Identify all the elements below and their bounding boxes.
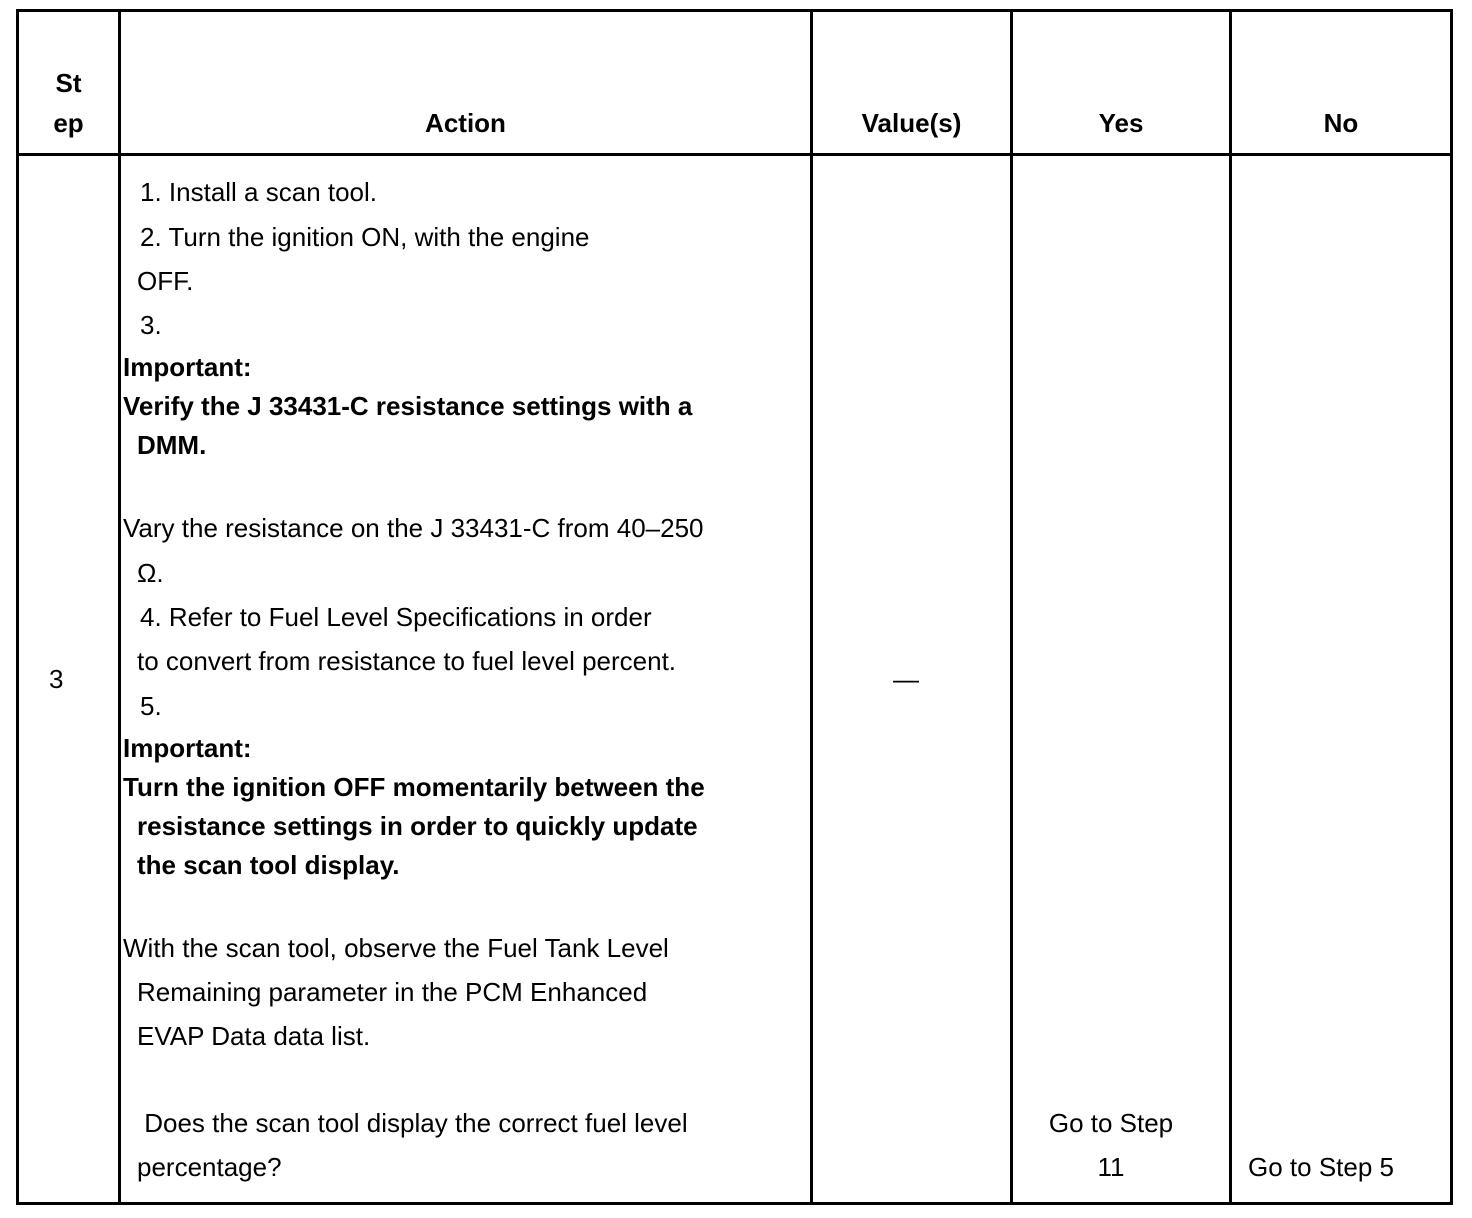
yes-link-line2: 11 <box>1097 1152 1125 1182</box>
action-item-3-number: 3. <box>140 310 162 340</box>
header-values: Value(s) <box>861 108 962 138</box>
action-observe-cont: EVAP Data data list. <box>137 1021 371 1051</box>
important-label: Important: <box>123 733 252 763</box>
important-note-1-cont: DMM. <box>137 430 207 460</box>
action-vary-resistance: Vary the resistance on the J 33431-C from 40–250 <box>123 513 704 543</box>
important-label: Important: <box>123 352 252 382</box>
important-note-2-cont: resistance settings in order to quickly update <box>137 811 698 841</box>
step-number: 3 <box>49 664 64 694</box>
action-vary-resistance-cont: Ω. <box>137 558 164 588</box>
column-divider <box>118 9 121 1205</box>
action-item-2-cont: OFF. <box>137 266 194 296</box>
action-item-4-cont: to convert from resistance to fuel level percent. <box>137 646 677 676</box>
important-note-1: Verify the J 33431-C resistance settings with a <box>123 391 693 421</box>
no-link: Go to Step 5 <box>1248 1152 1394 1182</box>
action-item-4: 4. Refer to Fuel Level Specifications in order <box>140 602 652 632</box>
action-question: Does the scan tool display the correct fuel level <box>137 1108 688 1138</box>
header-action: Action <box>425 108 506 138</box>
header-divider <box>16 153 1453 156</box>
important-note-2: Turn the ignition OFF momentarily between the <box>123 772 705 802</box>
action-question-cont: percentage? <box>137 1152 282 1182</box>
header-step-line1: St <box>55 68 82 98</box>
column-divider <box>1010 9 1013 1205</box>
important-note-2-cont: the scan tool display. <box>137 850 400 880</box>
column-divider <box>1229 9 1232 1205</box>
action-item-2: 2. Turn the ignition ON, with the engine <box>140 222 590 252</box>
action-item-1: 1. Install a scan tool. <box>140 177 378 207</box>
header-yes: Yes <box>1098 108 1144 138</box>
action-item-5-number: 5. <box>140 691 162 721</box>
action-observe-cont: Remaining parameter in the PCM Enhanced <box>137 977 648 1007</box>
value-cell: — <box>893 664 919 694</box>
yes-link-line1: Go to Step <box>1048 1108 1174 1138</box>
column-divider <box>810 9 813 1205</box>
header-step-line2: ep <box>53 108 84 138</box>
header-no: No <box>1323 108 1359 138</box>
action-observe: With the scan tool, observe the Fuel Tank Level <box>123 933 669 963</box>
